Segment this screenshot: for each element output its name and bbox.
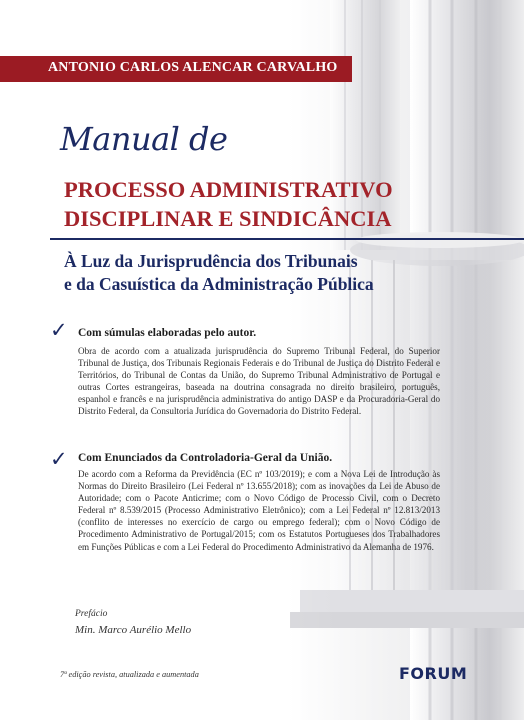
book-subtitle	[64, 250, 504, 296]
title-line-2: DISCIPLINAR E SINDICÂNCIA	[64, 206, 392, 231]
title-script: Manual de	[60, 120, 228, 158]
author-name: ANTONIO CARLOS ALENCAR CARVALHO	[48, 60, 338, 75]
feature-body-1: Obra de acordo com a atualizada jurisprudência do Supremo Tribunal Federal, do Superior Tribunal de Justiça, dos Tribunais Regionais Federais e do Tribunal de Justiça do Distrito Federal e Territórios, do Tribunal de Contas da União, do Supremo Tribunal Administrativo de Portugal e outras Cortes estrangeiras, baseada na doutrina consagrada no direito brasileiro, português, espanhol e francês e na jurisprudência administrativa do antigo DASP e da Procuradoria-Geral do Distrito Federal, da Consultoria Jurídica do Governadoria do Distrito Federal.	[78, 346, 440, 417]
subtitle-line-2: e da Casuística da Administração Pública	[64, 274, 374, 294]
preface-label: Prefácio	[75, 609, 108, 619]
feature-heading-1: Com súmulas elaboradas pelo autor.	[78, 327, 257, 339]
checkmark-icon: ✓	[50, 318, 68, 342]
book-title	[64, 175, 494, 233]
feature-body-2: De acordo com a Reforma da Previdência (EC nº 103/2019); e com a Nova Lei de Introdução às Normas do Direito Brasileiro (Lei Federal nº 13.655/2018); com as inovações da Lei de Abuso de Autoridade; com o Pacote Anticrime; com o Novo Código de Processo Civil, com o Decreto Federal nº 8.539/2015 (Processo Administrativo Eletrônico); com a Lei Federal nº 12.813/2013 (conflito de interesses no exercício de cargo ou emprego federal); com o Novo Código de Procedimento Administrativo de Portugal/2015; com os Estatutos Portugueses dos Trabalhadores em Funções Públicas e com a Lei Federal do Procedimento Administrativo da Alemanha de 1976.	[78, 469, 440, 552]
checkmark-icon: ✓	[50, 447, 68, 471]
publisher-logo: FORUM	[399, 664, 468, 683]
title-line-1: PROCESSO ADMINISTRATIVO	[64, 177, 393, 202]
preface-author: Min. Marco Aurélio Mello	[75, 624, 192, 636]
title-divider	[50, 238, 524, 240]
subtitle-line-1: À Luz da Jurisprudência dos Tribunais	[64, 251, 358, 271]
edition-note: 7ª edição revista, atualizada e aumentada	[60, 670, 199, 679]
feature-heading-2: Com Enunciados da Controladoria-Geral da União.	[78, 452, 333, 464]
